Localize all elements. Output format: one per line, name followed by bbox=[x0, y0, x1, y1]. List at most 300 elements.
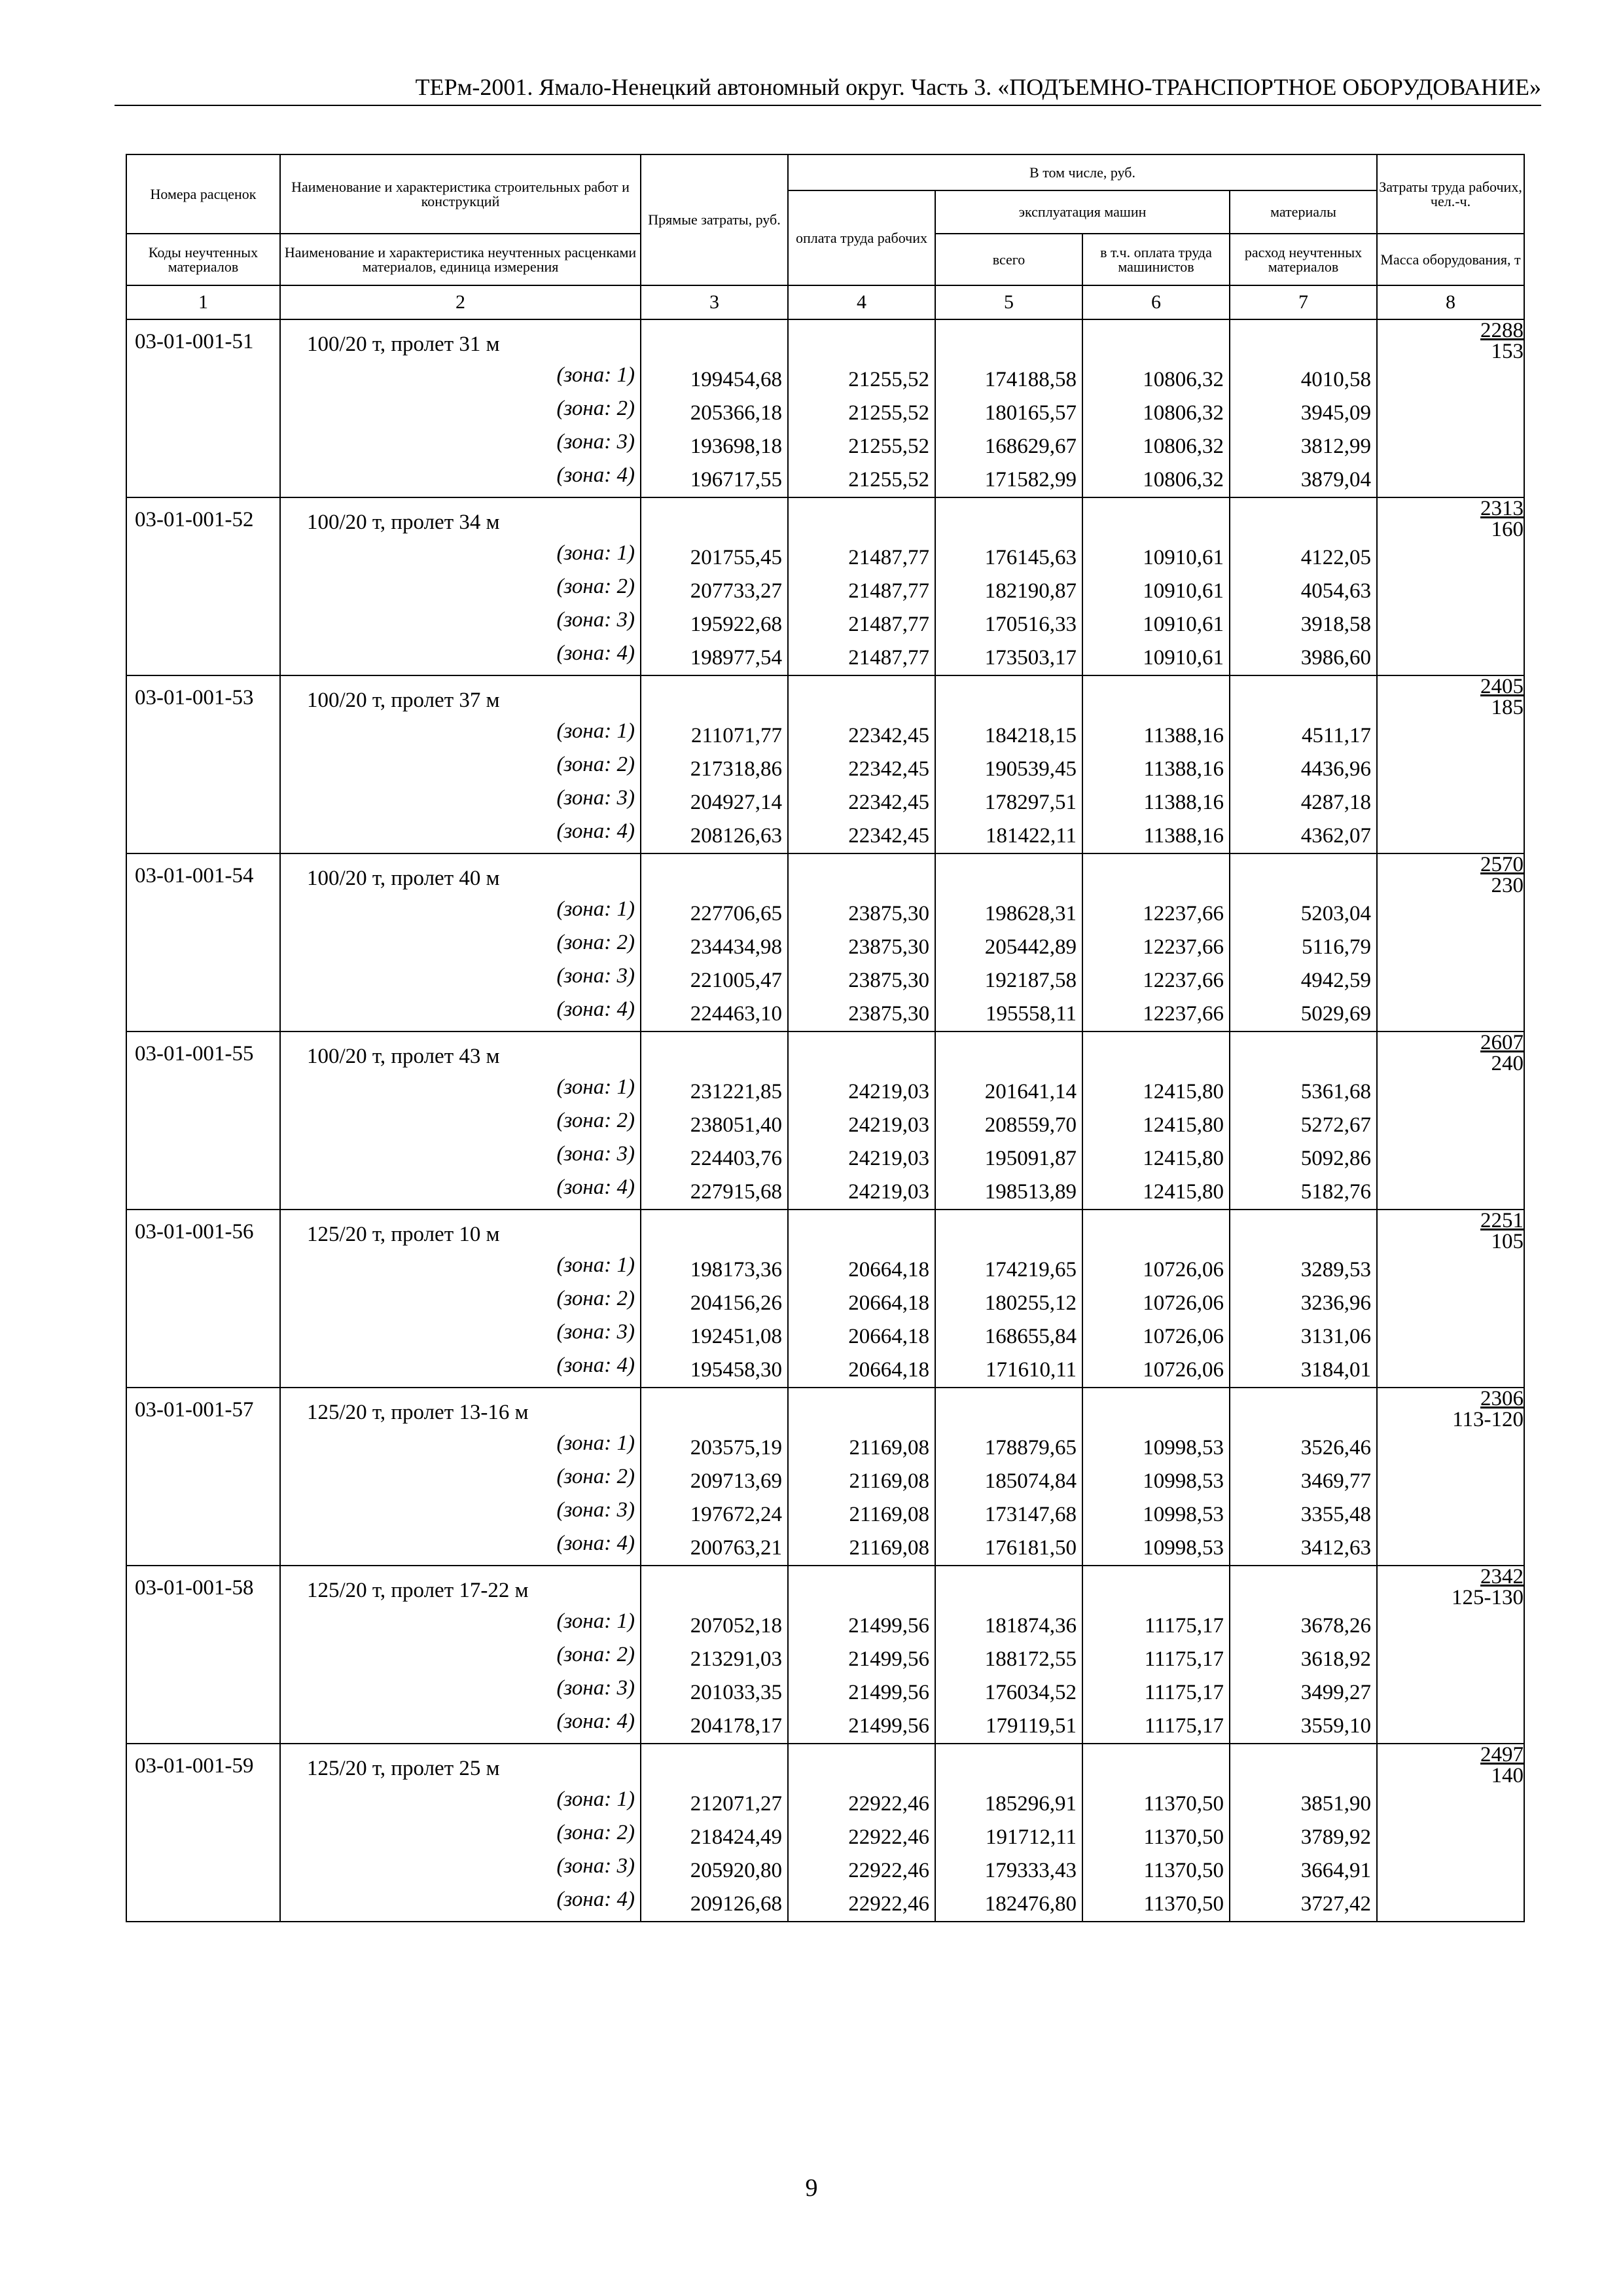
direct-cost-value-cell bbox=[641, 675, 788, 853]
labor-cost-value: 2497 bbox=[1480, 1743, 1524, 1767]
zone-label: (зона: 1) bbox=[556, 1431, 635, 1455]
column-number: 5 bbox=[935, 285, 1082, 319]
zone-label: (зона: 4) bbox=[556, 641, 635, 665]
materials-value: 3526,46 bbox=[1300, 1436, 1372, 1460]
machines-labor-value-cell bbox=[1082, 1566, 1230, 1744]
header-machines-total: всего bbox=[935, 234, 1082, 285]
equipment-mass-value: 240 bbox=[1491, 1052, 1524, 1075]
row-spacer bbox=[1230, 320, 1376, 363]
row-spacer bbox=[789, 320, 935, 363]
direct-cost-value: 208126,63 bbox=[690, 824, 782, 848]
direct-cost-value: 238051,40 bbox=[690, 1113, 782, 1137]
machines-labor-value: 10806,32 bbox=[1143, 401, 1224, 425]
header-divider bbox=[115, 105, 1541, 106]
column-number: 8 bbox=[1377, 285, 1524, 319]
materials-value: 4942,59 bbox=[1300, 969, 1372, 992]
machines-total-value: 182476,80 bbox=[984, 1892, 1077, 1916]
machines-labor-value: 11388,16 bbox=[1143, 824, 1224, 848]
equipment-mass-value: 113-120 bbox=[1452, 1408, 1524, 1431]
row-spacer bbox=[936, 676, 1082, 719]
labor-cost-value: 2570 bbox=[1480, 853, 1524, 876]
labor-pay-value: 23875,30 bbox=[848, 902, 929, 925]
machines-labor-value: 10910,61 bbox=[1143, 646, 1224, 670]
direct-cost-value: 209126,68 bbox=[690, 1892, 782, 1916]
rate-code: 03-01-001-53 bbox=[126, 675, 280, 853]
machines-labor-value: 10806,32 bbox=[1143, 368, 1224, 391]
labor-pay-value: 22342,45 bbox=[848, 791, 929, 814]
row-spacer bbox=[789, 1210, 935, 1253]
machines-total-value-cell bbox=[935, 853, 1082, 1031]
labor-pay-value: 21169,08 bbox=[849, 1436, 929, 1460]
machines-total-value: 176181,50 bbox=[984, 1536, 1077, 1560]
materials-value: 3131,06 bbox=[1300, 1325, 1372, 1348]
machines-labor-value: 11175,17 bbox=[1144, 1647, 1224, 1671]
materials-value-cell bbox=[1230, 1210, 1377, 1388]
machines-labor-value: 10726,06 bbox=[1143, 1325, 1224, 1348]
labor-pay-value: 20664,18 bbox=[848, 1258, 929, 1282]
rate-name: 100/20 т, пролет 31 м bbox=[307, 332, 500, 356]
machines-total-value: 182190,87 bbox=[984, 579, 1077, 603]
machines-labor-value-cell bbox=[1082, 497, 1230, 675]
materials-value: 5361,68 bbox=[1300, 1080, 1372, 1103]
machines-total-value: 185074,84 bbox=[984, 1469, 1077, 1493]
machines-total-value: 184218,15 bbox=[984, 724, 1077, 747]
materials-value: 4054,63 bbox=[1300, 579, 1372, 603]
row-spacer bbox=[789, 1566, 935, 1609]
machines-total-value-cell bbox=[935, 319, 1082, 497]
machines-labor-value: 12237,66 bbox=[1143, 902, 1224, 925]
machines-total-value: 168629,67 bbox=[984, 435, 1077, 458]
equipment-mass-value: 125-130 bbox=[1452, 1586, 1524, 1609]
header-material-description: Наименование и характеристика неучтенных расценками материалов, единица измерения bbox=[280, 234, 641, 285]
machines-labor-value: 11370,50 bbox=[1143, 1859, 1224, 1882]
machines-labor-value: 12237,66 bbox=[1143, 969, 1224, 992]
row-spacer bbox=[789, 1032, 935, 1075]
machines-total-value: 205442,89 bbox=[984, 935, 1077, 959]
zone-label: (зона: 3) bbox=[556, 1498, 635, 1522]
direct-cost-value: 201755,45 bbox=[690, 546, 782, 569]
rate-code: 03-01-001-52 bbox=[126, 497, 280, 675]
labor-cost-value: 2313 bbox=[1480, 497, 1524, 520]
machines-total-value: 174188,58 bbox=[984, 368, 1077, 391]
zone-label: (зона: 4) bbox=[556, 463, 635, 487]
labor-pay-value: 21499,56 bbox=[848, 1647, 929, 1671]
labor-pay-value-cell bbox=[788, 319, 935, 497]
machines-labor-value: 10998,53 bbox=[1143, 1436, 1224, 1460]
machines-labor-value-cell bbox=[1082, 1210, 1230, 1388]
labor-pay-value: 20664,18 bbox=[848, 1358, 929, 1382]
machines-total-value: 173503,17 bbox=[984, 646, 1077, 670]
labor-pay-value-cell bbox=[788, 1031, 935, 1210]
materials-value: 5029,69 bbox=[1300, 1002, 1372, 1026]
rate-description-cell bbox=[280, 1566, 641, 1744]
direct-cost-value: 207733,27 bbox=[690, 579, 782, 603]
labor-pay-value-cell bbox=[788, 1388, 935, 1566]
machines-total-value: 185296,91 bbox=[984, 1792, 1077, 1816]
machines-labor-value: 11370,50 bbox=[1143, 1825, 1224, 1849]
direct-cost-value-cell bbox=[641, 497, 788, 675]
labor-pay-value: 23875,30 bbox=[848, 1002, 929, 1026]
labor-mass-cell bbox=[1377, 319, 1524, 497]
direct-cost-value: 192451,08 bbox=[690, 1325, 782, 1348]
rate-name: 100/20 т, пролет 40 м bbox=[307, 867, 500, 890]
row-spacer bbox=[1083, 1210, 1229, 1253]
machines-total-value: 198513,89 bbox=[984, 1180, 1077, 1204]
machines-total-value: 174219,65 bbox=[984, 1258, 1077, 1282]
labor-cost-value: 2306 bbox=[1480, 1387, 1524, 1410]
machines-total-value: 188172,55 bbox=[984, 1647, 1077, 1671]
direct-cost-value-cell bbox=[641, 853, 788, 1031]
direct-cost-value: 211071,77 bbox=[690, 724, 782, 747]
labor-pay-value: 24219,03 bbox=[848, 1147, 929, 1170]
row-spacer bbox=[1230, 854, 1376, 897]
rate-group-row bbox=[126, 1744, 1524, 1922]
direct-cost-value: 217318,86 bbox=[690, 757, 782, 781]
labor-cost-value: 2405 bbox=[1480, 675, 1524, 698]
row-spacer bbox=[789, 1388, 935, 1431]
labor-mass-cell bbox=[1377, 853, 1524, 1031]
zone-label: (зона: 3) bbox=[556, 1142, 635, 1166]
direct-cost-value: 218424,49 bbox=[690, 1825, 782, 1849]
machines-labor-value: 10910,61 bbox=[1143, 579, 1224, 603]
labor-pay-value: 24219,03 bbox=[848, 1113, 929, 1137]
row-spacer bbox=[789, 854, 935, 897]
labor-mass-cell bbox=[1377, 1031, 1524, 1210]
zone-label: (зона: 4) bbox=[556, 819, 635, 843]
column-number: 7 bbox=[1230, 285, 1377, 319]
machines-labor-value: 11370,50 bbox=[1143, 1892, 1224, 1916]
labor-pay-value: 20664,18 bbox=[848, 1291, 929, 1315]
header-materials-unaccounted: расход неучтенных материалов bbox=[1230, 234, 1377, 285]
machines-labor-value: 12415,80 bbox=[1143, 1180, 1224, 1204]
row-spacer bbox=[641, 854, 787, 897]
direct-cost-value: 212071,27 bbox=[690, 1792, 782, 1816]
labor-pay-value: 21255,52 bbox=[848, 368, 929, 391]
labor-pay-value: 21487,77 bbox=[848, 613, 929, 636]
direct-cost-value: 205366,18 bbox=[690, 401, 782, 425]
machines-total-value: 181422,11 bbox=[985, 824, 1077, 848]
row-spacer bbox=[641, 1210, 787, 1253]
header-materials: материалы bbox=[1230, 190, 1377, 234]
row-spacer bbox=[936, 1566, 1082, 1609]
rate-description-cell bbox=[280, 1744, 641, 1922]
row-spacer bbox=[641, 1744, 787, 1787]
zone-label: (зона: 4) bbox=[556, 1354, 635, 1377]
machines-total-value-cell bbox=[935, 675, 1082, 853]
machines-total-value: 191712,11 bbox=[985, 1825, 1077, 1849]
machines-total-value: 170516,33 bbox=[984, 613, 1077, 636]
column-number: 1 bbox=[126, 285, 280, 319]
rate-group-row bbox=[126, 319, 1524, 497]
direct-cost-value: 200763,21 bbox=[690, 1536, 782, 1560]
machines-total-value: 190539,45 bbox=[984, 757, 1077, 781]
labor-cost-value: 2607 bbox=[1480, 1031, 1524, 1054]
header-work-description: Наименование и характеристика строительных работ и конструкций bbox=[280, 154, 641, 234]
row-spacer bbox=[936, 320, 1082, 363]
header-machines-labor: в т.ч. оплата труда машинистов bbox=[1082, 234, 1230, 285]
row-spacer bbox=[789, 676, 935, 719]
machines-total-value: 208559,70 bbox=[984, 1113, 1077, 1137]
zone-label: (зона: 1) bbox=[556, 363, 635, 387]
machines-labor-value-cell bbox=[1082, 319, 1230, 497]
header-machines: эксплуатация машин bbox=[935, 190, 1230, 234]
zone-label: (зона: 2) bbox=[556, 1643, 635, 1666]
machines-labor-value: 10998,53 bbox=[1143, 1469, 1224, 1493]
zone-label: (зона: 3) bbox=[556, 1320, 635, 1344]
row-spacer bbox=[936, 1388, 1082, 1431]
equipment-mass-value: 160 bbox=[1491, 518, 1524, 541]
header-labor-pay: оплата труда рабочих bbox=[788, 190, 935, 285]
direct-cost-value: 203575,19 bbox=[690, 1436, 782, 1460]
zone-label: (зона: 4) bbox=[556, 1532, 635, 1555]
labor-mass-cell bbox=[1377, 497, 1524, 675]
labor-pay-value-cell bbox=[788, 1744, 935, 1922]
direct-cost-value-cell bbox=[641, 1744, 788, 1922]
materials-value: 3851,90 bbox=[1300, 1792, 1372, 1816]
machines-total-value: 171610,11 bbox=[985, 1358, 1077, 1382]
labor-pay-value-cell bbox=[788, 1566, 935, 1744]
machines-labor-value-cell bbox=[1082, 853, 1230, 1031]
row-spacer bbox=[936, 498, 1082, 541]
machines-total-value: 181874,36 bbox=[984, 1614, 1077, 1638]
machines-total-value: 195091,87 bbox=[984, 1147, 1077, 1170]
materials-value: 3469,77 bbox=[1300, 1469, 1372, 1493]
machines-labor-value: 12415,80 bbox=[1143, 1080, 1224, 1103]
direct-cost-value: 209713,69 bbox=[690, 1469, 782, 1493]
header-equipment-mass: Масса оборудования, т bbox=[1377, 234, 1524, 285]
labor-pay-value: 22922,46 bbox=[848, 1859, 929, 1882]
labor-cost-value: 2288 bbox=[1480, 319, 1524, 342]
direct-cost-value: 197672,24 bbox=[690, 1503, 782, 1526]
machines-total-value: 180255,12 bbox=[984, 1291, 1077, 1315]
rate-group-row bbox=[126, 1210, 1524, 1388]
machines-labor-value: 12237,66 bbox=[1143, 1002, 1224, 1026]
direct-cost-value: 207052,18 bbox=[690, 1614, 782, 1638]
machines-labor-value-cell bbox=[1082, 675, 1230, 853]
zone-label: (зона: 2) bbox=[556, 1465, 635, 1488]
zone-label: (зона: 4) bbox=[556, 1888, 635, 1911]
machines-total-value-cell bbox=[935, 497, 1082, 675]
rate-name: 125/20 т, пролет 13-16 м bbox=[307, 1401, 529, 1424]
materials-value-cell bbox=[1230, 1566, 1377, 1744]
direct-cost-value: 198977,54 bbox=[690, 646, 782, 670]
materials-value: 5182,76 bbox=[1300, 1180, 1372, 1204]
row-spacer bbox=[1083, 1032, 1229, 1075]
labor-pay-value: 21255,52 bbox=[848, 401, 929, 425]
row-spacer bbox=[1230, 676, 1376, 719]
materials-value-cell bbox=[1230, 319, 1377, 497]
materials-value-cell bbox=[1230, 675, 1377, 853]
row-spacer bbox=[1230, 1566, 1376, 1609]
rate-description-cell bbox=[280, 497, 641, 675]
rate-code: 03-01-001-59 bbox=[126, 1744, 280, 1922]
direct-cost-value-cell bbox=[641, 1210, 788, 1388]
machines-labor-value: 10726,06 bbox=[1143, 1358, 1224, 1382]
direct-cost-value-cell bbox=[641, 1566, 788, 1744]
labor-pay-value-cell bbox=[788, 675, 935, 853]
equipment-mass-value: 153 bbox=[1491, 340, 1524, 363]
machines-total-value: 180165,57 bbox=[984, 401, 1077, 425]
machines-labor-value: 10910,61 bbox=[1143, 546, 1224, 569]
zone-label: (зона: 3) bbox=[556, 430, 635, 454]
row-spacer bbox=[936, 1744, 1082, 1787]
direct-cost-value: 204156,26 bbox=[690, 1291, 782, 1315]
rate-group-row bbox=[126, 1031, 1524, 1210]
direct-cost-value: 193698,18 bbox=[690, 435, 782, 458]
zone-label: (зона: 2) bbox=[556, 1821, 635, 1844]
row-spacer bbox=[789, 1744, 935, 1787]
column-number: 2 bbox=[280, 285, 641, 319]
equipment-mass-value: 230 bbox=[1491, 874, 1524, 897]
machines-labor-value: 10726,06 bbox=[1143, 1291, 1224, 1315]
row-spacer bbox=[936, 854, 1082, 897]
machines-total-value-cell bbox=[935, 1566, 1082, 1744]
materials-value: 3789,92 bbox=[1300, 1825, 1372, 1849]
rate-group-row bbox=[126, 1388, 1524, 1566]
materials-value: 3986,60 bbox=[1300, 646, 1372, 670]
labor-pay-value-cell bbox=[788, 853, 935, 1031]
rate-code: 03-01-001-57 bbox=[126, 1388, 280, 1566]
labor-pay-value: 22922,46 bbox=[848, 1892, 929, 1916]
materials-value: 3236,96 bbox=[1300, 1291, 1372, 1315]
row-spacer bbox=[1230, 1032, 1376, 1075]
row-spacer bbox=[1230, 1744, 1376, 1787]
materials-value: 3812,99 bbox=[1300, 435, 1372, 458]
machines-total-value-cell bbox=[935, 1744, 1082, 1922]
materials-value: 4362,07 bbox=[1300, 824, 1372, 848]
machines-total-value-cell bbox=[935, 1388, 1082, 1566]
row-spacer bbox=[1230, 1210, 1376, 1253]
materials-value-cell bbox=[1230, 1388, 1377, 1566]
materials-value: 3412,63 bbox=[1300, 1536, 1372, 1560]
rate-name: 125/20 т, пролет 25 м bbox=[307, 1757, 500, 1780]
materials-value: 3184,01 bbox=[1300, 1358, 1372, 1382]
direct-cost-value: 199454,68 bbox=[690, 368, 782, 391]
zone-label: (зона: 3) bbox=[556, 608, 635, 632]
zone-label: (зона: 3) bbox=[556, 786, 635, 810]
labor-mass-cell bbox=[1377, 1744, 1524, 1922]
machines-labor-value: 11175,17 bbox=[1144, 1714, 1224, 1738]
rate-description-cell bbox=[280, 853, 641, 1031]
machines-total-value: 168655,84 bbox=[984, 1325, 1077, 1348]
machines-labor-value: 11370,50 bbox=[1143, 1792, 1224, 1816]
rate-code: 03-01-001-54 bbox=[126, 853, 280, 1031]
rate-code: 03-01-001-55 bbox=[126, 1031, 280, 1210]
machines-labor-value: 10806,32 bbox=[1143, 468, 1224, 492]
zone-label: (зона: 3) bbox=[556, 964, 635, 988]
equipment-mass-value: 140 bbox=[1491, 1764, 1524, 1787]
machines-labor-value: 12415,80 bbox=[1143, 1147, 1224, 1170]
direct-cost-value: 224403,76 bbox=[690, 1147, 782, 1170]
zone-label: (зона: 1) bbox=[556, 1787, 635, 1811]
labor-mass-cell bbox=[1377, 1210, 1524, 1388]
row-spacer bbox=[641, 1566, 787, 1609]
labor-cost-value: 2342 bbox=[1480, 1565, 1524, 1588]
rate-description-cell bbox=[280, 1210, 641, 1388]
machines-total-value: 173147,68 bbox=[984, 1503, 1077, 1526]
materials-value: 3289,53 bbox=[1300, 1258, 1372, 1282]
rate-description-cell bbox=[280, 675, 641, 853]
row-spacer bbox=[936, 1032, 1082, 1075]
labor-mass-cell bbox=[1377, 675, 1524, 853]
zone-label: (зона: 2) bbox=[556, 1287, 635, 1310]
machines-total-value: 178879,65 bbox=[984, 1436, 1077, 1460]
row-spacer bbox=[1083, 854, 1229, 897]
direct-cost-value: 227706,65 bbox=[690, 902, 782, 925]
machines-total-value: 198628,31 bbox=[984, 902, 1077, 925]
machines-labor-value: 11388,16 bbox=[1143, 791, 1224, 814]
header-labor-cost: Затраты труда рабочих, чел.-ч. bbox=[1377, 154, 1524, 234]
zone-label: (зона: 4) bbox=[556, 1710, 635, 1733]
rate-name: 100/20 т, пролет 34 м bbox=[307, 511, 500, 534]
machines-total-value: 171582,99 bbox=[984, 468, 1077, 492]
direct-cost-value: 231221,85 bbox=[690, 1080, 782, 1103]
machines-total-value-cell bbox=[935, 1031, 1082, 1210]
zone-label: (зона: 1) bbox=[556, 719, 635, 743]
machines-total-value: 179119,51 bbox=[985, 1714, 1077, 1738]
direct-cost-value: 204178,17 bbox=[690, 1714, 782, 1738]
machines-total-value: 195558,11 bbox=[985, 1002, 1077, 1026]
materials-value-cell bbox=[1230, 1744, 1377, 1922]
column-number: 3 bbox=[641, 285, 788, 319]
labor-pay-value: 21487,77 bbox=[848, 579, 929, 603]
direct-cost-value: 198173,36 bbox=[690, 1258, 782, 1282]
row-spacer bbox=[641, 1032, 787, 1075]
labor-pay-value: 21169,08 bbox=[849, 1536, 929, 1560]
materials-value: 3879,04 bbox=[1300, 468, 1372, 492]
machines-total-value: 176145,63 bbox=[984, 546, 1077, 569]
labor-pay-value: 24219,03 bbox=[848, 1080, 929, 1103]
labor-pay-value: 22922,46 bbox=[848, 1825, 929, 1849]
machines-total-value-cell bbox=[935, 1210, 1082, 1388]
row-spacer bbox=[1230, 1388, 1376, 1431]
labor-pay-value: 24219,03 bbox=[848, 1180, 929, 1204]
equipment-mass-value: 185 bbox=[1491, 696, 1524, 719]
labor-pay-value-cell bbox=[788, 497, 935, 675]
labor-pay-value: 21169,08 bbox=[849, 1469, 929, 1493]
direct-cost-value-cell bbox=[641, 1031, 788, 1210]
labor-pay-value: 23875,30 bbox=[848, 969, 929, 992]
equipment-mass-value: 105 bbox=[1491, 1230, 1524, 1253]
labor-pay-value: 21499,56 bbox=[848, 1714, 929, 1738]
labor-pay-value: 21499,56 bbox=[848, 1614, 929, 1638]
direct-cost-value: 221005,47 bbox=[690, 969, 782, 992]
direct-cost-value: 234434,98 bbox=[690, 935, 782, 959]
zone-label: (зона: 2) bbox=[556, 1109, 635, 1132]
zone-label: (зона: 4) bbox=[556, 1175, 635, 1199]
machines-labor-value: 11175,17 bbox=[1144, 1614, 1224, 1638]
rate-code: 03-01-001-56 bbox=[126, 1210, 280, 1388]
materials-value: 3664,91 bbox=[1300, 1859, 1372, 1882]
rate-group-row bbox=[126, 1566, 1524, 1744]
machines-total-value: 192187,58 bbox=[984, 969, 1077, 992]
row-spacer bbox=[641, 498, 787, 541]
materials-value: 3727,42 bbox=[1300, 1892, 1372, 1916]
zone-label: (зона: 3) bbox=[556, 1854, 635, 1878]
price-table bbox=[126, 154, 1525, 1922]
rate-name: 125/20 т, пролет 17-22 м bbox=[307, 1579, 529, 1602]
zone-label: (зона: 1) bbox=[556, 1075, 635, 1099]
materials-value-cell bbox=[1230, 853, 1377, 1031]
rate-group-row bbox=[126, 675, 1524, 853]
labor-pay-value: 22342,45 bbox=[848, 724, 929, 747]
direct-cost-value: 195458,30 bbox=[690, 1358, 782, 1382]
row-spacer bbox=[1083, 1744, 1229, 1787]
labor-pay-value: 23875,30 bbox=[848, 935, 929, 959]
machines-total-value: 178297,51 bbox=[984, 791, 1077, 814]
machines-total-value: 201641,14 bbox=[984, 1080, 1077, 1103]
header-including: В том числе, руб. bbox=[788, 154, 1377, 190]
